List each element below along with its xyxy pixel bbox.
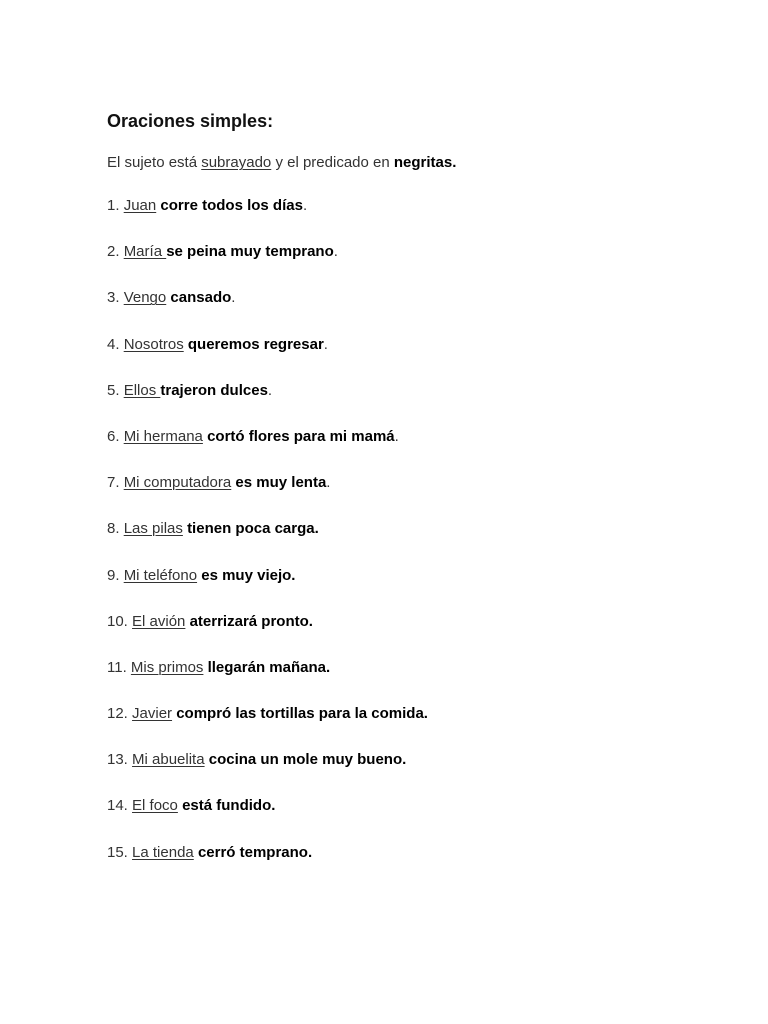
sentence-end: . xyxy=(326,474,331,492)
sentence-item xyxy=(107,519,428,565)
sentence-item xyxy=(107,288,428,334)
sentence-predicate: cansado xyxy=(170,289,232,307)
sentence-number: 3. xyxy=(107,289,124,307)
intro-paragraph xyxy=(107,154,456,171)
sentence-item xyxy=(107,658,428,704)
sentence-subject: El foco xyxy=(132,797,178,815)
sentence-end: . xyxy=(333,243,338,261)
sentence-predicate: queremos regresar xyxy=(187,335,324,353)
sentence-number: 15. xyxy=(107,843,133,861)
sentence-item xyxy=(107,612,428,658)
sentence-predicate: aterrizará pronto. xyxy=(189,612,313,630)
sentence-item xyxy=(107,381,428,427)
sentence-end: . xyxy=(302,197,308,214)
sentence-predicate: cerró temprano. xyxy=(197,843,313,861)
sentence-subject: Javier xyxy=(132,705,173,723)
sentence-number: 10. xyxy=(107,612,133,630)
sentence-item xyxy=(107,196,428,242)
sentence-number: 7. xyxy=(107,474,124,492)
document-title: Oraciones simples: xyxy=(107,111,274,131)
sentence-item xyxy=(107,427,428,473)
sentence-predicate: es muy lenta xyxy=(235,474,327,492)
sentence-predicate: compró las tortillas para la comida. xyxy=(176,705,428,723)
sentence-predicate: corre todos los días xyxy=(160,197,303,214)
sentence-predicate: cortó flores para mi mamá xyxy=(207,427,395,445)
sentence-predicate: está fundido. xyxy=(182,797,276,815)
sentence-number: 8. xyxy=(107,520,124,538)
sentence-number: 6. xyxy=(107,427,124,445)
sentence-end: . xyxy=(267,381,273,399)
intro-text-start: El sujeto está xyxy=(107,154,202,171)
sentence-subject: Nosotros xyxy=(123,335,184,353)
sentence-item xyxy=(107,796,428,842)
sentence-item xyxy=(107,843,428,889)
intro-text-middle: y el predicado en xyxy=(271,154,394,171)
sentence-subject: Las pilas xyxy=(123,520,183,538)
sentence-number: 11. xyxy=(107,658,131,676)
sentence-number: 12. xyxy=(107,705,133,723)
sentence-subject: Mi computadora xyxy=(123,474,232,492)
sentence-item xyxy=(107,566,428,612)
sentence-subject: El avión xyxy=(132,612,186,630)
sentence-number: 5. xyxy=(107,381,124,399)
sentence-item xyxy=(107,335,428,381)
sentence-subject: María xyxy=(123,243,167,261)
sentence-predicate: tienen poca carga. xyxy=(187,520,319,538)
sentence-item xyxy=(107,242,428,288)
intro-underlined-word: subrayado xyxy=(201,154,272,171)
sentence-number: 2. xyxy=(107,243,124,261)
intro-bold-word: negritas. xyxy=(393,154,457,171)
sentence-list xyxy=(107,196,428,889)
sentence-item xyxy=(107,473,428,519)
sentence-item xyxy=(107,750,428,796)
sentence-number: 4. xyxy=(107,335,124,353)
sentence-end: . xyxy=(323,335,328,353)
sentence-end: . xyxy=(394,427,399,445)
sentence-end: . xyxy=(231,289,236,307)
sentence-predicate: se peina muy temprano xyxy=(166,243,334,261)
sentence-subject: Mi abuelita xyxy=(132,751,205,769)
sentence-number: 9. xyxy=(107,566,124,584)
sentence-subject: Ellos xyxy=(123,381,161,399)
sentence-predicate: trajeron dulces xyxy=(160,381,268,399)
sentence-predicate: llegarán mañana. xyxy=(207,658,331,676)
sentence-predicate: cocina un mole muy bueno. xyxy=(208,751,407,769)
sentence-subject: Mi hermana xyxy=(123,427,203,445)
sentence-item xyxy=(107,704,428,750)
sentence-number: 1. xyxy=(107,197,124,214)
sentence-subject: Vengo xyxy=(123,289,167,307)
sentence-subject: La tienda xyxy=(132,843,194,861)
sentence-subject: Juan xyxy=(123,197,157,214)
sentence-subject: Mi teléfono xyxy=(123,566,198,584)
sentence-number: 14. xyxy=(107,797,133,815)
sentence-predicate: es muy viejo. xyxy=(201,566,296,584)
sentence-subject: Mis primos xyxy=(130,658,204,676)
sentence-number: 13. xyxy=(107,751,133,769)
